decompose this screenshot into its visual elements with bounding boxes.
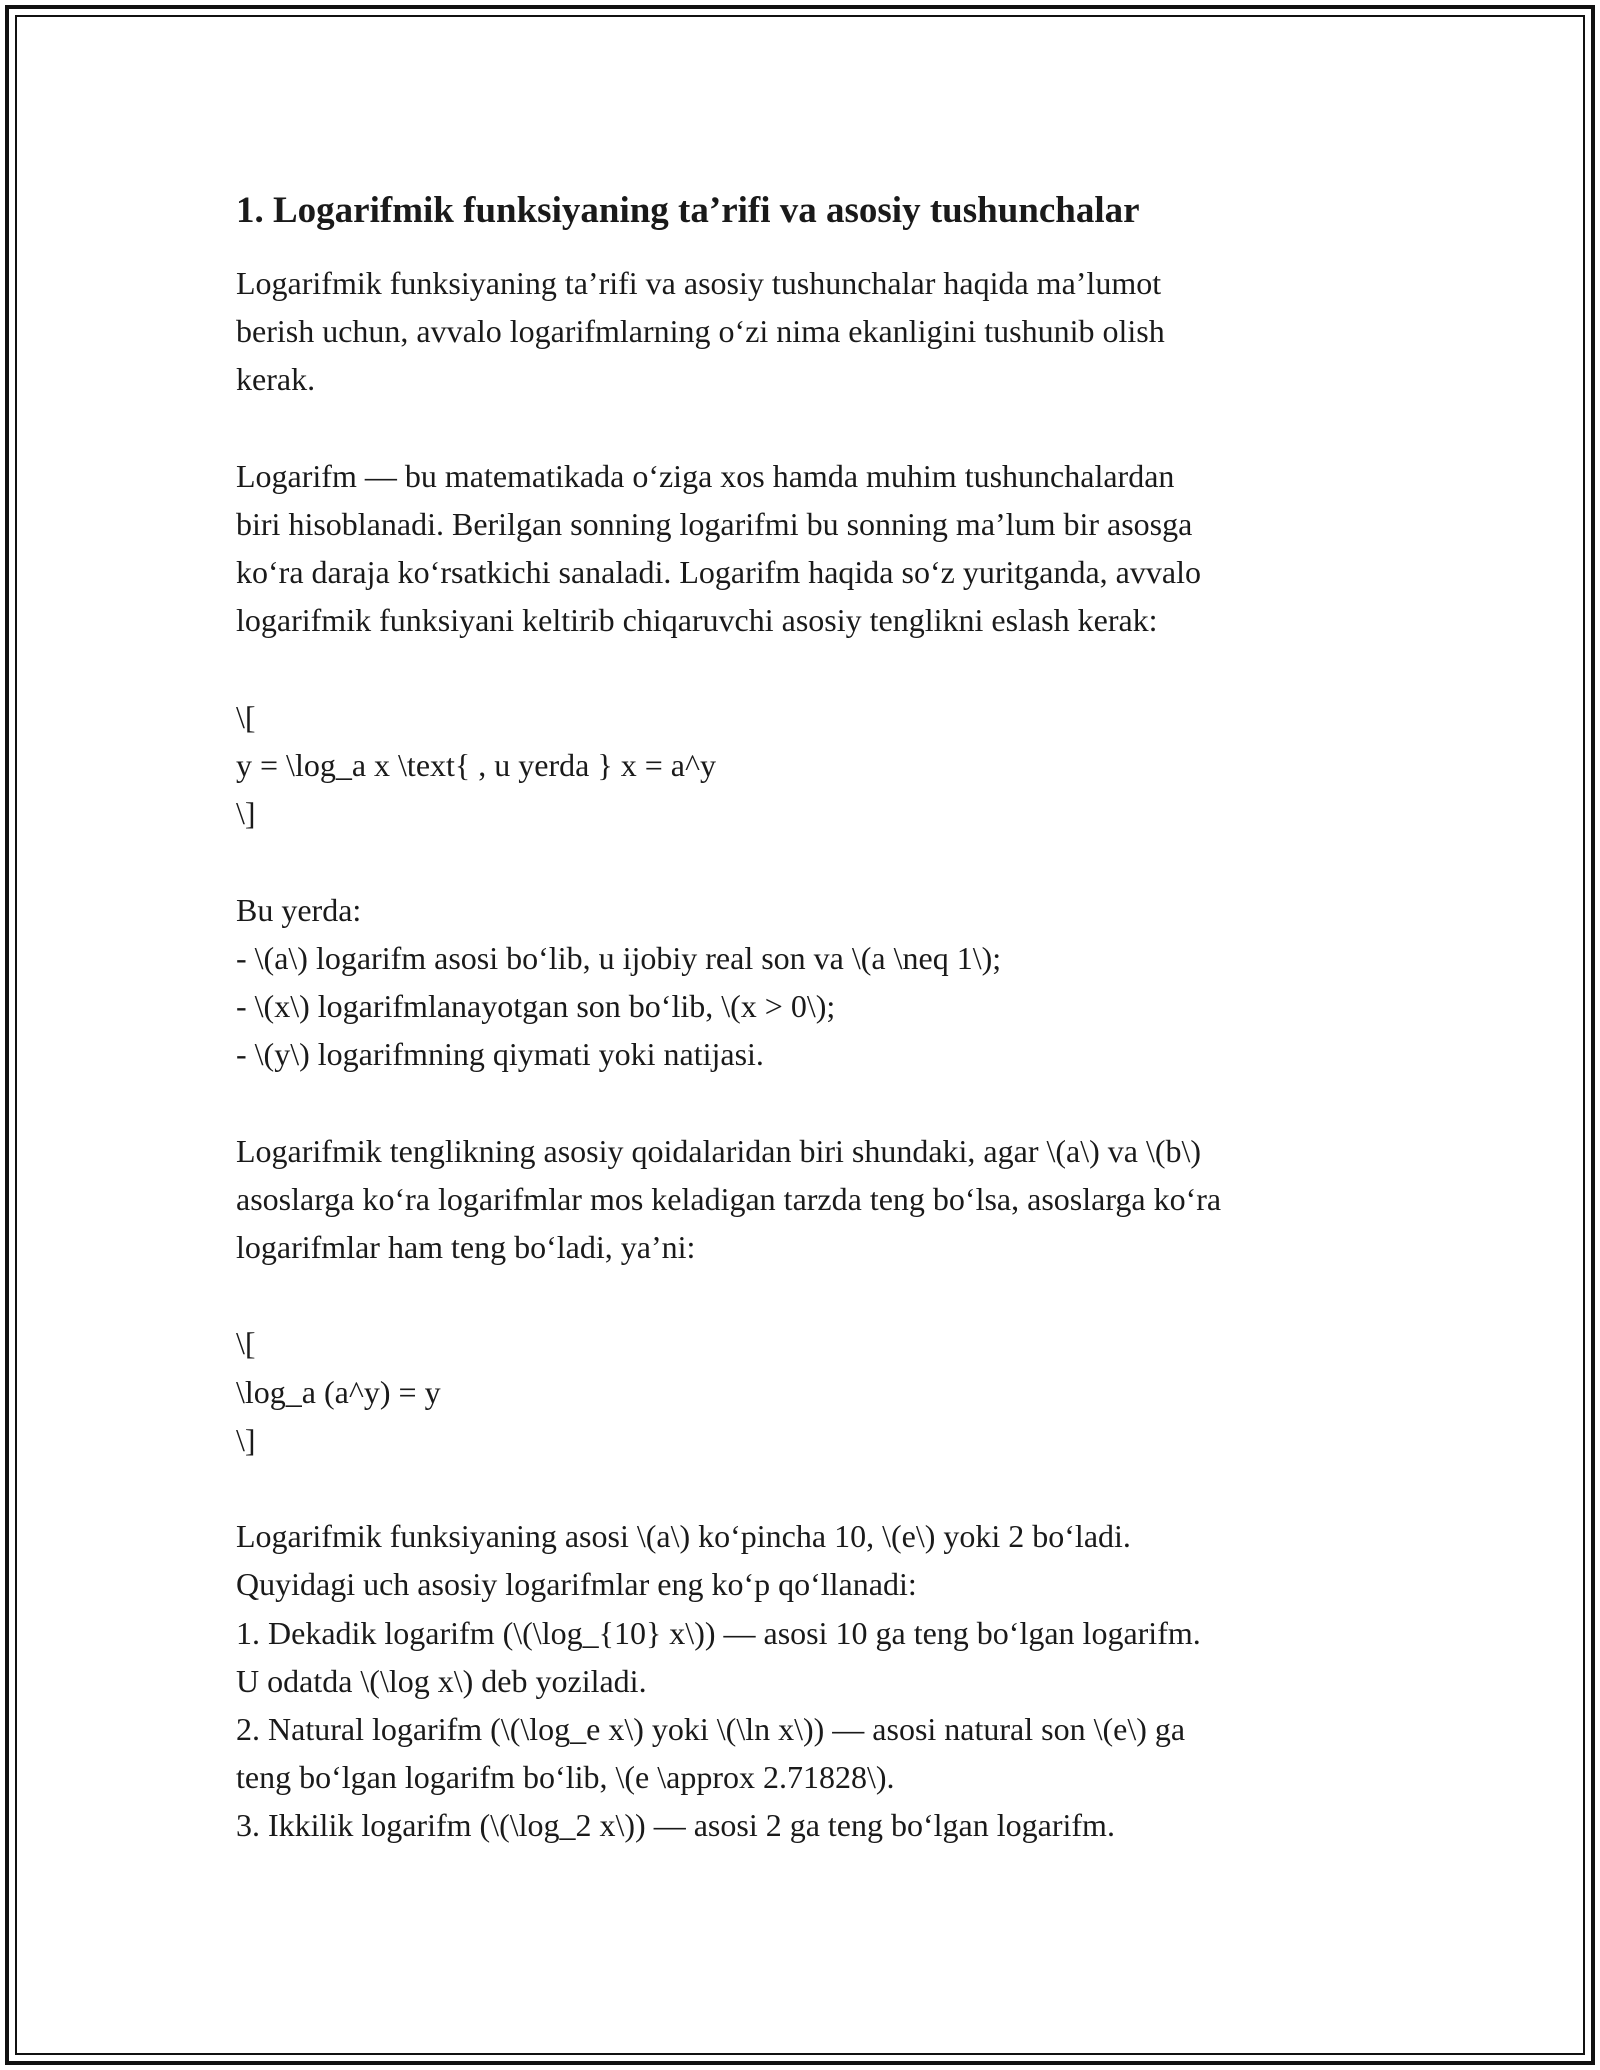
document-body [236, 188, 1376, 1850]
paragraph-gap [236, 1078, 1376, 1126]
text-line: Bu yerda: [236, 891, 362, 928]
text-line: berish uchun, avvalo logarifmlarning o‘zi nima ekanligini tushunib olish [236, 313, 1165, 350]
formula-line: \[ [236, 1325, 256, 1362]
text-line: Logarifm — bu matematikada o‘ziga xos hamda muhim tushunchalardan [236, 457, 1175, 494]
list-item: 2. Natural logarifm (\(\log_e x\) yoki \(\ln x\)) — asosi natural son \(e\) ga [236, 1711, 1186, 1747]
definition-paragraph [236, 452, 1376, 645]
text-line: asoslarga ko‘ra logarifmlar mos keladigan tarzda teng bo‘lsa, asoslarga ko‘ra [236, 1180, 1222, 1217]
paragraph-gap [236, 1464, 1376, 1512]
text-line: kerak. [236, 361, 316, 398]
formula-line: \] [236, 795, 256, 832]
text-line: ko‘ra daraja ko‘rsatkichi sanaladi. Logarifm haqida so‘z yuritganda, avvalo [236, 554, 1201, 591]
paragraph-gap [236, 1271, 1376, 1319]
formula-line: \] [236, 1421, 256, 1458]
list-item: - \(a\) logarifm asosi bo‘lib, u ijobiy real son va \(a \neq 1\); [236, 939, 1002, 976]
rule-paragraph [236, 1127, 1376, 1272]
paragraph-gap [236, 837, 1376, 885]
text-line: Quyidagi uch asosiy logarifmlar eng ko‘p qo‘llanadi: [236, 1566, 917, 1603]
formula-line: y = \log_a x \text{ , u yerda } x = a^y [236, 747, 716, 783]
formula-line: \log_a (a^y) = y [236, 1373, 441, 1410]
list-item: 3. Ikkilik logarifm (\(\log_2 x\)) — asosi 2 ga teng bo‘lgan logarifm. [236, 1807, 1115, 1844]
list-item: 1. Dekadik logarifm (\(\log_{10} x\)) — asosi 10 ga teng bo‘lgan logarifm. [236, 1614, 1201, 1651]
text-line: logarifmik funksiyani keltirib chiqaruvchi asosiy tenglikni eslash kerak: [236, 602, 1158, 639]
text-line: Logarifmik funksiyaning ta’rifi va asosiy tushunchalar haqida ma’lumot [236, 265, 1162, 301]
formula-block [236, 693, 1376, 838]
section-heading: 1. Logarifmik funksiyaning ta’rifi va asosiy tushunchalar [236, 190, 1140, 231]
formula-line: \[ [236, 698, 256, 735]
list-item: - \(x\) logarifmlanayotgan son bo‘lib, \(x > 0\); [236, 988, 836, 1024]
variables-list [236, 886, 1376, 1079]
text-line: teng bo‘lgan logarifm bo‘lib, \(e \approx 2.71828\). [236, 1759, 895, 1796]
text-line: Logarifmik funksiyaning asosi \(a\) ko‘pincha 10, \(e\) yoki 2 bo‘ladi. [236, 1518, 1131, 1555]
text-line: U odatda \(\log x\) deb yoziladi. [236, 1662, 647, 1699]
list-item: - \(y\) logarifmning qiymati yoki natijasi. [236, 1036, 764, 1073]
paragraph-gap [236, 404, 1376, 452]
text-line: biri hisoblanadi. Berilgan sonning logarifmi bu sonning ma’lum bir asosga [236, 506, 1193, 542]
text-line: logarifmlar ham teng bo‘ladi, ya’ni: [236, 1229, 696, 1265]
intro-paragraph [236, 259, 1376, 404]
paragraph-gap [236, 645, 1376, 693]
text-line: Logarifmik tenglikning asosiy qoidalaridan biri shundaki, agar \(a\) va \(b\) [236, 1132, 1202, 1169]
bases-paragraph [236, 1512, 1376, 1849]
formula-block [236, 1319, 1376, 1464]
